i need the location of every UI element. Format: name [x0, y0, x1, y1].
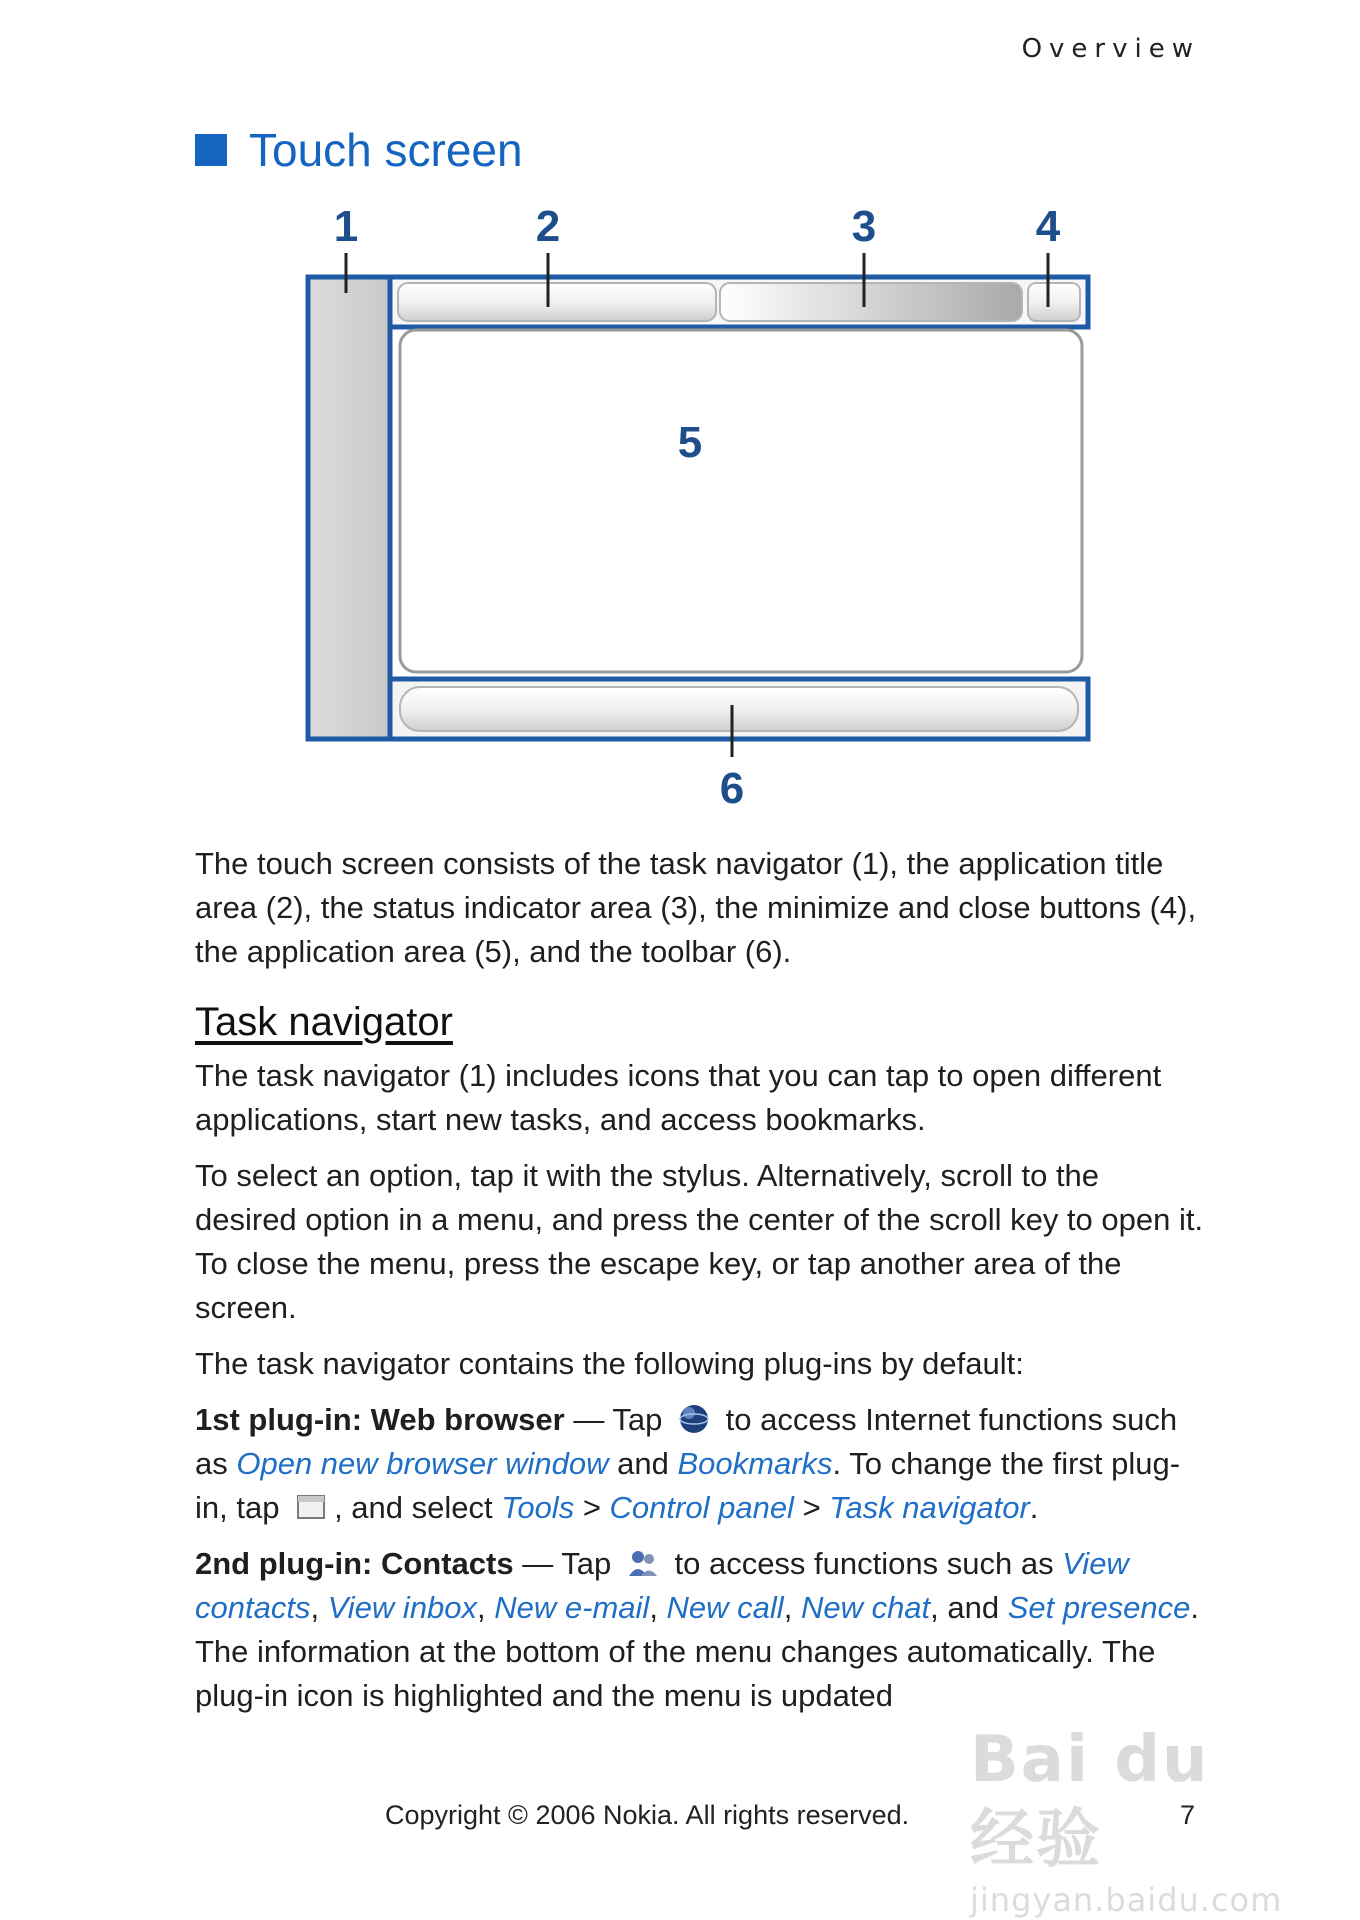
application-title-area	[398, 283, 716, 321]
paragraph: To select an option, tap it with the stylus. Alternatively, scroll to the desired option in a menu, and press the center of the scroll key to open it. To close the menu, press the escape key, or tap another area of the screen.	[195, 1158, 1204, 1325]
section-square-bullet	[195, 134, 227, 166]
watermark	[970, 1720, 1290, 1919]
section-title	[195, 122, 523, 178]
intro-paragraph: The touch screen consists of the task navigator (1), the application title area (2), the status indicator area (3), the minimize and close buttons (4), the application area (5), and the toolbar (6).	[195, 846, 1197, 969]
text: — Tap	[513, 1546, 612, 1581]
plugin2-paragraph	[195, 1542, 1205, 1718]
link-new-call[interactable]: New call	[666, 1590, 784, 1625]
link-new-chat[interactable]: New chat	[800, 1590, 931, 1625]
text: to access Internet functions such as	[195, 1402, 1178, 1481]
plugin1-paragraph	[195, 1398, 1205, 1530]
link-view-inbox[interactable]: View inbox	[327, 1590, 478, 1625]
link-view-contacts[interactable]: View contacts	[195, 1546, 1129, 1625]
text: to access functions such as	[665, 1546, 1063, 1581]
task-navigator-area	[308, 277, 390, 739]
watermark-url: jingyan.baidu.com	[970, 1881, 1283, 1919]
callout-number: 3	[851, 202, 877, 251]
status-indicator-area	[720, 283, 1022, 321]
link-bookmarks[interactable]: Bookmarks	[677, 1446, 833, 1481]
paragraph: The task navigator contains the following plug-ins by default:	[195, 1346, 1024, 1381]
text: — Tap	[564, 1402, 663, 1437]
web-browser-globe-icon	[677, 1402, 711, 1436]
text: , and	[930, 1590, 1008, 1625]
text: >	[574, 1490, 610, 1525]
section-title-text: Touch screen	[249, 124, 523, 176]
plugin1-label: 1st plug-in: Web browser	[195, 1402, 565, 1437]
text: ,	[310, 1590, 328, 1625]
callout-number: 1	[333, 202, 359, 251]
menu-tools[interactable]: Tools	[501, 1490, 575, 1525]
callout-number: 6	[719, 764, 745, 813]
text: . The information at the bottom of the menu changes automatically. The plug-in icon is highlighted and the menu is updated	[195, 1590, 1200, 1713]
text: , and select	[334, 1490, 502, 1525]
plugin2-label: 2nd plug-in: Contacts	[195, 1546, 514, 1581]
text: and	[608, 1446, 678, 1481]
subheading-task-navigator: Task navigator	[195, 1000, 453, 1044]
contacts-icon	[626, 1546, 660, 1580]
callout-number: 2	[535, 202, 561, 251]
text: ,	[477, 1590, 495, 1625]
application-area	[400, 330, 1082, 672]
link-new-email[interactable]: New e-mail	[494, 1590, 650, 1625]
toolbar-area	[400, 687, 1078, 731]
intro-block	[195, 842, 1205, 986]
text: .	[1029, 1490, 1039, 1525]
task-navigator-section	[195, 1000, 1205, 1730]
link-set-presence[interactable]: Set presence	[1007, 1590, 1191, 1625]
footer-copyright: Copyright © 2006 Nokia. All rights reserved.	[385, 1800, 910, 1830]
paragraph: The task navigator (1) includes icons that you can tap to open different applications, start new tasks, and access bookmarks.	[195, 1058, 1162, 1137]
text: ,	[783, 1590, 801, 1625]
text: . To change the first plug-in, tap	[195, 1446, 1181, 1525]
watermark-logo: Bai du 经验	[970, 1723, 1210, 1877]
settings-window-icon	[294, 1490, 328, 1524]
text: >	[793, 1490, 830, 1525]
running-head: Overview	[1021, 34, 1200, 64]
text: ,	[649, 1590, 667, 1625]
link-open-new-browser-window[interactable]: Open new browser window	[236, 1446, 609, 1481]
menu-task-navigator[interactable]: Task navigator	[829, 1490, 1030, 1525]
menu-control-panel[interactable]: Control panel	[609, 1490, 794, 1525]
touch-screen-diagram	[290, 195, 1110, 825]
page-number: 7	[1180, 1800, 1196, 1830]
minimize-close-buttons	[1028, 283, 1080, 321]
callout-number: 5	[677, 418, 703, 467]
callout-number: 4	[1035, 202, 1061, 251]
